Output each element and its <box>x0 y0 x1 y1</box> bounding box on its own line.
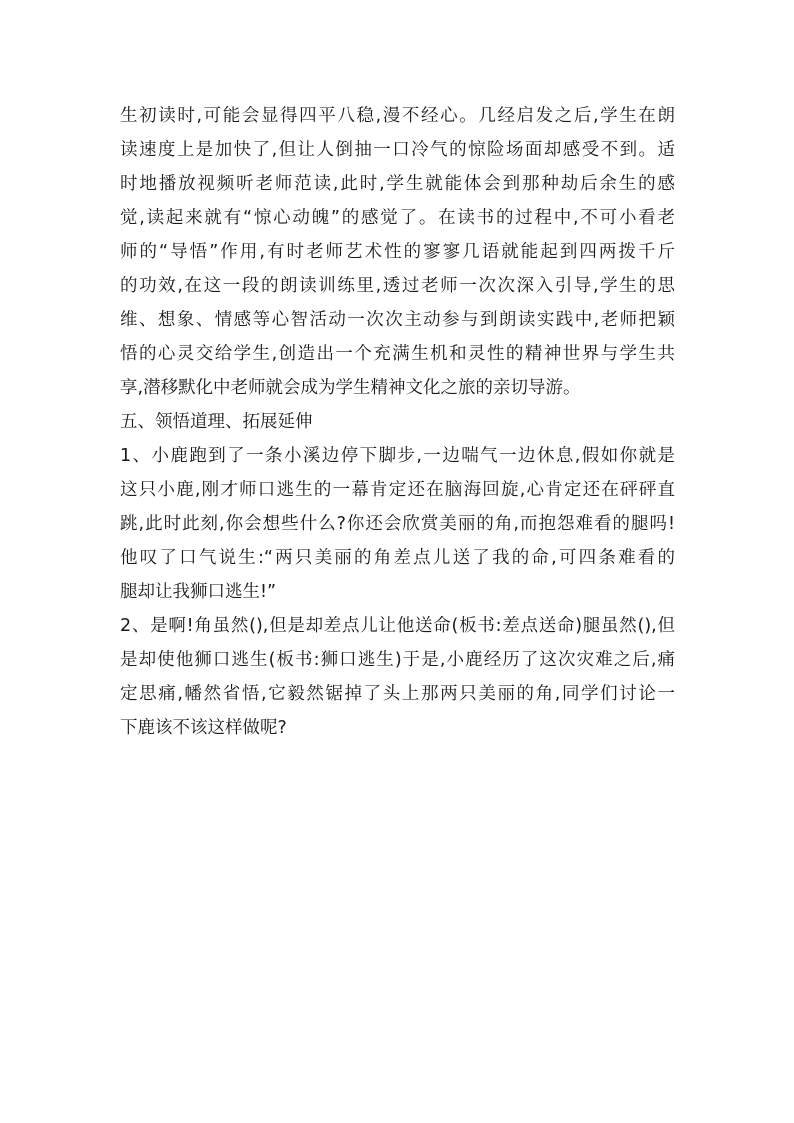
paragraph-line: 1、小鹿跑到了一条小溪边停下脚步,一边喘气一边休息,假如你就是 <box>120 446 675 466</box>
paragraph-line: 觉,读起来就有“惊心动魄”的感觉了。在读书的过程中,不可小看老 <box>120 208 675 228</box>
section-heading: 五、领悟道理、拓展延伸 <box>120 412 313 432</box>
paragraph-line: 腿却让我狮口逃生!” <box>120 582 277 602</box>
paragraph-line: 的功效,在这一段的朗读训练里,透过老师一次次深入引导,学生的思 <box>120 276 675 296</box>
paragraph-line: 享,潜移默化中老师就会成为学生精神文化之旅的亲切导游。 <box>120 378 581 398</box>
paragraph-line: 读速度上是加快了,但让人倒抽一口冷气的惊险场面却感受不到。适 <box>120 140 675 160</box>
paragraph-line: 时地播放视频听老师范读,此时,学生就能体会到那种劫后余生的感 <box>120 174 675 194</box>
paragraph-line: 跳,此时此刻,你会想些什么?你还会欣赏美丽的角,而抱怨难看的腿吗! <box>120 514 675 534</box>
paragraph-line: 师的“导悟”作用,有时老师艺术性的寥寥几语就能起到四两拨千斤 <box>120 242 675 262</box>
paragraph-line: 他叹了口气说生:“两只美丽的角差点儿送了我的命,可四条难看的 <box>120 548 675 568</box>
paragraph-line: 这只小鹿,刚才师口逃生的一幕肯定还在脑海回旋,心肯定还在砰砰直 <box>120 480 675 500</box>
paragraph-line: 是却使他狮口逃生(板书:狮口逃生)于是,小鹿经历了这次灾难之后,痛 <box>120 650 675 670</box>
paragraph-line: 维、想象、情感等心智活动一次次主动参与到朗读实践中,老师把颖 <box>120 310 675 330</box>
document-body <box>120 99 675 745</box>
paragraph-line: 悟的心灵交给学生,创造出一个充满生机和灵性的精神世界与学生共 <box>120 344 675 364</box>
paragraph-line: 生初读时,可能会显得四平八稳,漫不经心。几经启发之后,学生在朗 <box>120 106 675 126</box>
paragraph-line: 定思痛,幡然省悟,它毅然锯掉了头上那两只美丽的角,同学们讨论一 <box>120 684 675 704</box>
paragraph-line: 2、是啊!角虽然(),但是却差点儿让他送命(板书:差点送命)腿虽然(),但 <box>120 616 675 636</box>
paragraph-line: 下鹿该不该这样做呢? <box>120 718 287 738</box>
